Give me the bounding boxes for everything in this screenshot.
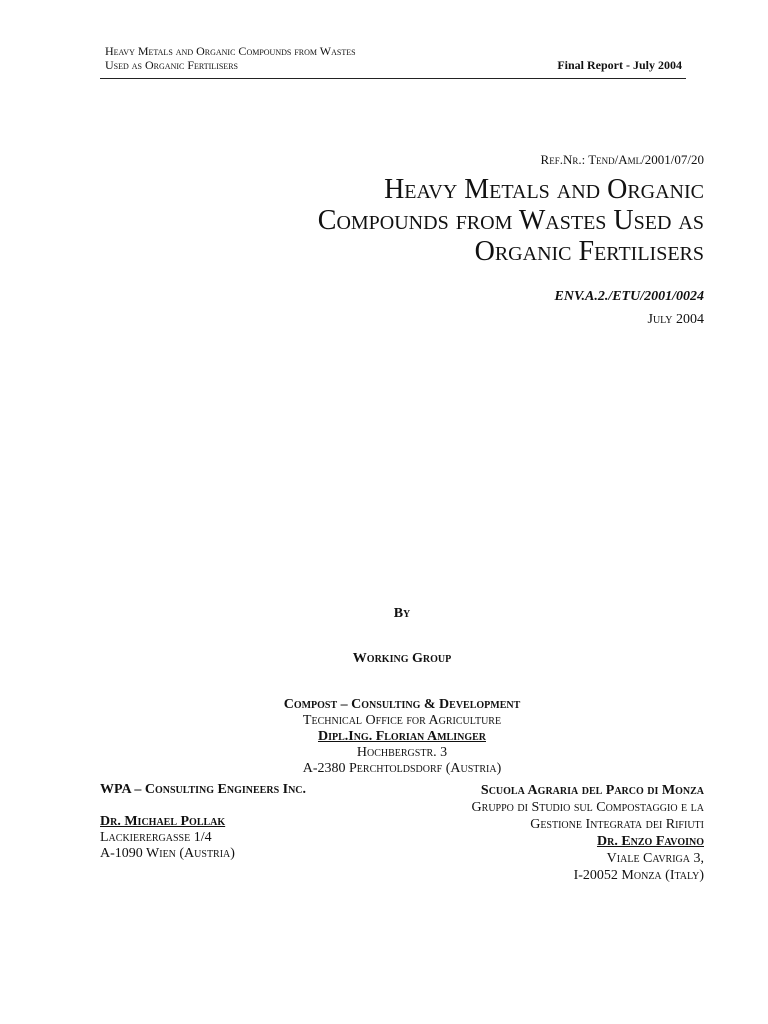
street-address: Lackierergasse 1/4	[100, 830, 212, 845]
street-address: Hochbergstr. 3	[356, 745, 448, 760]
city-address: I-20052 Monza (Italy)	[573, 868, 704, 883]
org-unit-line-1: Gruppo di Studio sul Compostaggio e la	[471, 800, 704, 815]
org-name: WPA – Consulting Engineers Inc.	[100, 782, 307, 797]
contact-person: Dipl.Ing. Florian Amlinger	[317, 729, 486, 744]
contract-number: ENV.A.2./ETU/2001/0024	[554, 289, 704, 304]
document-title	[244, 174, 704, 267]
reference-number: Ref.Nr.: Tend/Aml/2001/07/20	[540, 152, 704, 167]
running-header-report: Final Report - July 2004	[557, 58, 682, 72]
header-divider	[100, 78, 686, 79]
contact-person: Dr. Enzo Favoino	[596, 834, 704, 849]
running-header-title	[105, 44, 356, 72]
org-name: Scuola Agraria del Parco di Monza	[480, 783, 704, 798]
document-title-line-2: Compounds from Wastes Used as	[317, 205, 704, 236]
contact-person: Dr. Michael Pollak	[100, 814, 226, 829]
city-address: A-2380 Perchtoldsdorf (Austria)	[302, 761, 502, 776]
running-header-line-2: Used as Organic Fertilisers	[105, 58, 238, 72]
street-address: Viale Cavriga 3,	[606, 851, 704, 866]
running-header-line-1: Heavy Metals and Organic Compounds from Wastes	[105, 44, 356, 58]
working-group-label: Working Group	[352, 651, 452, 666]
document-title-line-1: Heavy Metals and Organic	[384, 174, 704, 205]
city-address: A-1090 Wien (Austria)	[100, 846, 235, 861]
document-title-line-3: Organic Fertilisers	[474, 236, 704, 267]
org-wpa-consulting	[100, 782, 306, 862]
publication-date: July 2004	[647, 312, 704, 327]
by-label: By	[393, 606, 411, 621]
org-unit-line-2: Gestione Integrata dei Rifiuti	[530, 817, 704, 832]
org-unit: Technical Office for Agriculture	[302, 713, 502, 728]
org-compost-consulting	[0, 697, 768, 777]
org-name: Compost – Consulting & Development	[283, 697, 521, 712]
org-scuola-agraria	[472, 782, 704, 884]
